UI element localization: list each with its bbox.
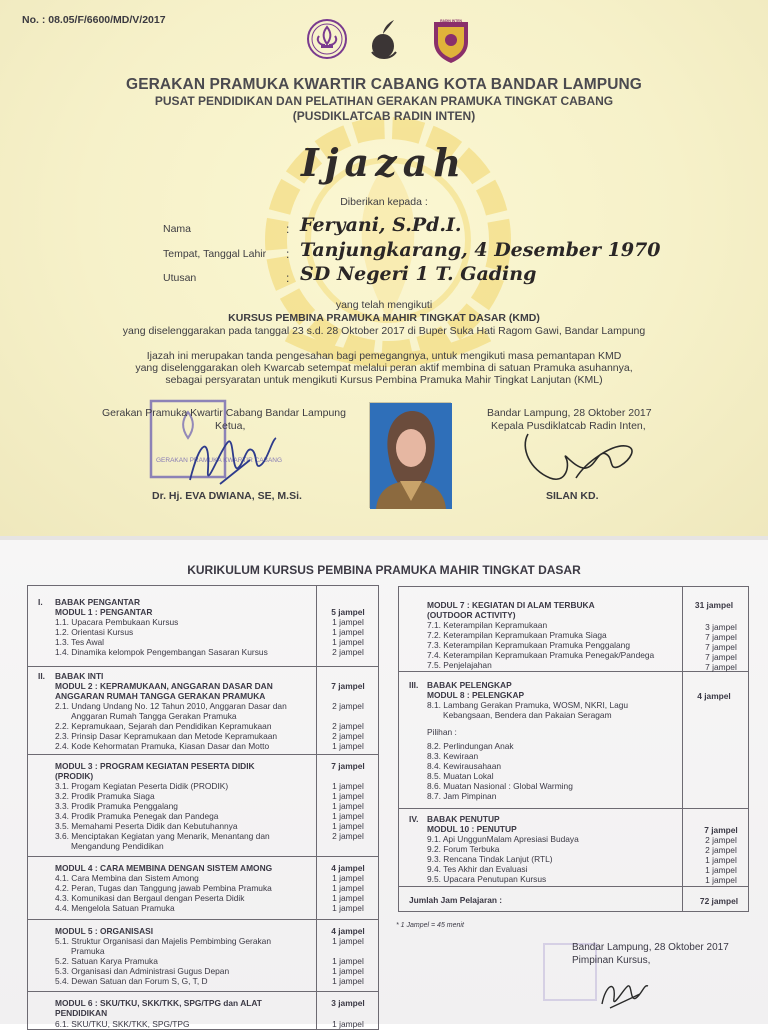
field-colon: : [286,222,290,236]
certificate-number: No. : 08.05/F/6600/MD/V/2017 [22,14,166,26]
table-row-divider [399,808,748,809]
curriculum-table-right [398,586,749,912]
topic-item-cont: Kebangsaan, Bendera dan Pakaian Seragam [443,710,612,720]
module-jampel: 7 jampel [331,681,365,691]
table-row-divider [28,754,378,755]
curriculum-table-left [27,585,379,1030]
field-label-origin: Utusan [163,272,197,284]
topic-item: 2.3. Prinsip Dasar Kepramukaan dan Metode Kepramukaan [55,731,278,741]
topic-item: 4.1. Cara Membina dan Sistem Among [55,873,199,883]
module-title: MODUL 8 : PELENGKAP [427,690,525,700]
curriculum-title: KURIKULUM KURSUS PEMBINA PRAMUKA MAHIR TINGKAT DASAR [187,563,581,577]
module-jampel: 31 jampel [694,600,734,610]
tunas-kelapa-icon [366,16,400,64]
topic-item: 3.5. Memahami Peserta Didik dan Kebutuhannya [55,821,238,831]
module-jampel: 7 jampel [331,761,365,771]
topic-jampel: 3 jampel [705,622,737,632]
topic-jampel: 7 jampel [705,652,737,662]
right-sign-role: Kepala Pusdiklatcab Radin Inten, [491,420,646,432]
module-jampel: 5 jampel [331,607,365,617]
given-to-label: Diberikan kepada : [340,196,428,208]
scout-emblem-icon [306,18,348,60]
topic-jampel: 1 jampel [332,741,364,751]
left-sign-role: Ketua, [215,420,246,432]
topic-jampel: 7 jampel [705,662,737,672]
topic-item: 3.6. Menciptakan Kegiatan yang Menarik, Menantang dan [55,831,270,841]
topic-jampel: 1 jampel [332,883,364,893]
topic-jampel: 1 jampel [332,903,364,913]
org-title: GERAKAN PRAMUKA KWARTIR CABANG KOTA BANDAR LAMPUNG [126,76,642,93]
certificate-heading: Ijazah [301,140,467,185]
field-colon: : [286,271,290,285]
course-name: KURSUS PEMBINA PRAMUKA MAHIR TINGKAT DASAR (KMD) [228,312,540,324]
module-title: MODUL 6 : SKU/TKU, SKK/TKK, SPG/TPG dan ALAT [55,998,262,1008]
topic-jampel: 2 jampel [332,701,364,711]
topic-item: 6.1. SKU/TKU, SKK/TKK, SPG/TPG [55,1019,190,1029]
topic-item: 8.6. Muatan Nasional : Global Warming [427,781,573,791]
module-jampel: 4 jampel [331,863,365,873]
topic-item: 3.1. Progam Kegiatan Peserta Didik (PRODIK) [55,781,229,791]
topic-item: 3.2. Prodik Pramuka Siaga [55,791,155,801]
curriculum-page [0,540,768,1029]
topic-jampel: 1 jampel [705,865,737,875]
holder-photo [369,402,451,508]
module-title-cont: (OUTDOOR ACTIVITY) [427,610,516,620]
topic-jampel: 1 jampel [332,781,364,791]
topic-item: 9.5. Upacara Penutupan Kursus [427,874,547,884]
signature-curriculum [596,974,652,1014]
table-row-divider [399,886,748,887]
topic-item: 8.1. Lambang Gerakan Pramuka, WOSM, NKRI, Lagu [427,700,629,710]
module-title: MODUL 7 : KEGIATAN DI ALAM TERBUKA [427,600,595,610]
signature-right [516,418,644,490]
topic-item: 8.3. Kewiraan [427,751,479,761]
total-jampel: 72 jampel [699,896,739,906]
topic-jampel: 7 jampel [705,642,737,652]
topic-jampel: 1 jampel [332,936,364,946]
topic-item: 5.3. Organisasi dan Administrasi Gugus Depan [55,966,230,976]
module-jampel: 4 jampel [697,691,731,701]
column-divider [682,587,683,911]
topic-jampel: 7 jampel [705,632,737,642]
footnote: * 1 Jampel = 45 menit [396,922,464,929]
topic-item: 2.4. Kode Kehormatan Pramuka, Kiasan Dasar dan Motto [55,741,270,751]
topic-jampel: 1 jampel [332,617,364,627]
module-title: MODUL 5 : ORGANISASI [55,926,154,936]
topic-jampel: 1 jampel [332,966,364,976]
module-title-cont: PENDIDIKAN [55,1008,108,1018]
topic-item: 8.7. Jam Pimpinan [427,791,497,801]
topic-jampel: 1 jampel [332,976,364,986]
topic-item: 1.1. Upacara Pembukaan Kursus [55,617,179,627]
topic-item: 9.2. Forum Terbuka [427,844,500,854]
topic-item: 1.2. Orientasi Kursus [55,627,134,637]
left-sign-name: Dr. Hj. EVA DWIANA, SE, M.Si. [152,490,302,502]
curriculum-signer-role: Pimpinan Kursus, [572,955,651,966]
topic-jampel: 2 jampel [332,731,364,741]
statement-line-2: yang diselenggarakan oleh Kwarcab setempat melalui peran aktif membina di satuan Pramuka asuhannya, [135,362,633,374]
topic-item: 8.5. Muatan Lokal [427,771,494,781]
field-colon: : [286,247,290,261]
section-number: II. [38,671,45,681]
topic-jampel: 1 jampel [332,873,364,883]
topic-item: 2.1. Undang Undang No. 12 Tahun 2010, Anggaran Dasar dan [55,701,287,711]
topic-jampel: 2 jampel [332,721,364,731]
module-jampel: 4 jampel [331,926,365,936]
course-held-text: yang diselenggarakan pada tanggal 23 s.d. 28 Oktober 2017 di Buper Suka Hati Ragom Gawi, Bandar Lampung [122,325,646,337]
module-title: MODUL 1 : PENGANTAR [55,607,153,617]
right-sign-date: Bandar Lampung, 28 Oktober 2017 [487,407,652,419]
topic-item: 3.3. Prodik Pramuka Penggalang [55,801,178,811]
topic-item: 5.4. Dewan Satuan dan Forum S, G, T, D [55,976,208,986]
org-subtitle: PUSAT PENDIDIKAN DAN PELATIHAN GERAKAN PRAMUKA TINGKAT CABANG [154,94,614,108]
section-number: III. [409,680,419,690]
topic-jampel: 1 jampel [332,637,364,647]
module-jampel: 3 jampel [331,998,365,1008]
topic-item: 7.1. Keterampilan Kepramukaan [427,620,548,630]
field-value-name: Feryani, S.Pd.I. [300,214,462,236]
right-sign-name: SILAN KD. [546,490,599,502]
topic-jampel: 1 jampel [332,821,364,831]
module-jampel: 7 jampel [704,825,738,835]
left-sign-org: Gerakan Pramuka Kwartir Cabang Bandar Lampung [102,407,346,419]
topic-item: 7.4. Keterampilan Kepramukaan Pramuka Penegak/Pandega [427,650,655,660]
topic-jampel: 1 jampel [705,875,737,885]
topic-item: 8.2. Perlindungan Anak [427,741,514,751]
optional-label: Pilihan : [427,727,457,737]
topic-item: 4.2. Peran, Tugas dan Tanggung jawab Pembina Pramuka [55,883,272,893]
topic-jampel: 2 jampel [705,835,737,845]
topic-jampel: 1 jampel [332,956,364,966]
topic-item: 3.4. Prodik Pramuka Penegak dan Pandega [55,811,219,821]
table-row-divider [28,666,378,667]
topic-item: 9.3. Rencana Tindak Lanjut (RTL) [427,854,553,864]
topic-item-cont: Mengandung Pendidikan [71,841,164,851]
topic-item: 8.4. Kewirausahaan [427,761,502,771]
field-label-name: Nama [163,223,192,235]
topic-jampel: 1 jampel [332,1019,364,1029]
org-unit: (PUSDIKLATCAB RADIN INTEN) [292,109,476,123]
topic-item: 4.3. Komunikasi dan Bergaul dengan Peserta Didik [55,893,245,903]
topic-jampel: 2 jampel [705,845,737,855]
section-title: BABAK PENUTUP [427,814,500,824]
radin-inten-shield-icon [432,18,470,64]
module-title-cont: (PRODIK) [55,771,94,781]
section-title: BABAK PELENGKAP [427,680,512,690]
topic-jampel: 1 jampel [332,811,364,821]
field-value-birth: Tanjungkarang, 4 Desember 1970 [300,239,661,261]
module-title: MODUL 2 : KEPRAMUKAAN, ANGGARAN DASAR DAN [55,681,273,691]
module-title: MODUL 10 : PENUTUP [427,824,517,834]
section-number: I. [38,597,43,607]
section-title: BABAK PENGANTAR [55,597,140,607]
topic-item: 7.5. Penjelajahan [427,660,492,670]
module-title: MODUL 4 : CARA MEMBINA DENGAN SISTEM AMONG [55,863,273,873]
statement-line-1: Ijazah ini merupakan tanda pengesahan bagi pemegangnya, untuk mengikuti masa pemantapan KMD [146,350,622,362]
followed-text: yang telah mengikuti [335,299,433,311]
section-title: BABAK INTI [55,671,104,681]
table-row-divider [28,991,378,992]
topic-item: 5.2. Satuan Karya Pramuka [55,956,158,966]
topic-item-cont: Pramuka [71,946,105,956]
topic-item: 7.2. Keterampilan Kepramukaan Pramuka Siaga [427,630,607,640]
column-divider [316,586,317,1029]
total-label: Jumlah Jam Pelajaran : [409,895,503,905]
topic-item: 2.2. Kepramukaan, Sejarah dan Pendidikan Kepramukaan [55,721,272,731]
topic-item: 1.3. Tes Awal [55,637,105,647]
topic-jampel: 1 jampel [332,627,364,637]
topic-jampel: 1 jampel [332,801,364,811]
topic-item: 1.4. Dinamika kelompok Pengembangan Sasaran Kursus [55,647,268,657]
topic-jampel: 1 jampel [332,893,364,903]
topic-jampel: 1 jampel [332,791,364,801]
module-title: MODUL 3 : PROGRAM KEGIATAN PESERTA DIDIK [55,761,255,771]
topic-item: 9.4. Tes Akhir dan Evaluasi [427,864,528,874]
topic-item: 5.1. Struktur Organisasi dan Majelis Pembimbing Gerakan [55,936,271,946]
topic-jampel: 2 jampel [332,647,364,657]
field-label-birth: Tempat, Tanggal Lahir [163,248,267,260]
topic-item-cont: Anggaran Rumah Tangga Gerakan Pramuka [71,711,237,721]
table-row-divider [28,919,378,920]
topic-jampel: 1 jampel [705,855,737,865]
field-value-origin: SD Negeri 1 T. Gading [300,263,537,285]
topic-item: 7.3. Keterampilan Kepramukaan Pramuka Penggalang [427,640,630,650]
shield-text: RADIN INTEN [440,19,462,23]
table-row-divider [28,856,378,857]
stamp-text: GERAKAN PRAMUKA KWARTIR CABANG [156,457,283,464]
section-number: IV. [409,814,419,824]
module-title-cont: ANGGARAN RUMAH TANGGA GERAKAN PRAMUKA [55,691,266,701]
topic-jampel: 2 jampel [332,831,364,841]
topic-item: 4.4. Mengelola Satuan Pramuka [55,903,175,913]
topic-item: 9.1. Api UnggunMalam Apresiasi Budaya [427,834,579,844]
curriculum-place-date: Bandar Lampung, 28 Oktober 2017 [572,942,729,953]
statement-line-3: sebagai persyaratan untuk mengikuti Kursus Pembina Pramuka Mahir Tingkat Lanjutan (KML) [165,374,603,386]
